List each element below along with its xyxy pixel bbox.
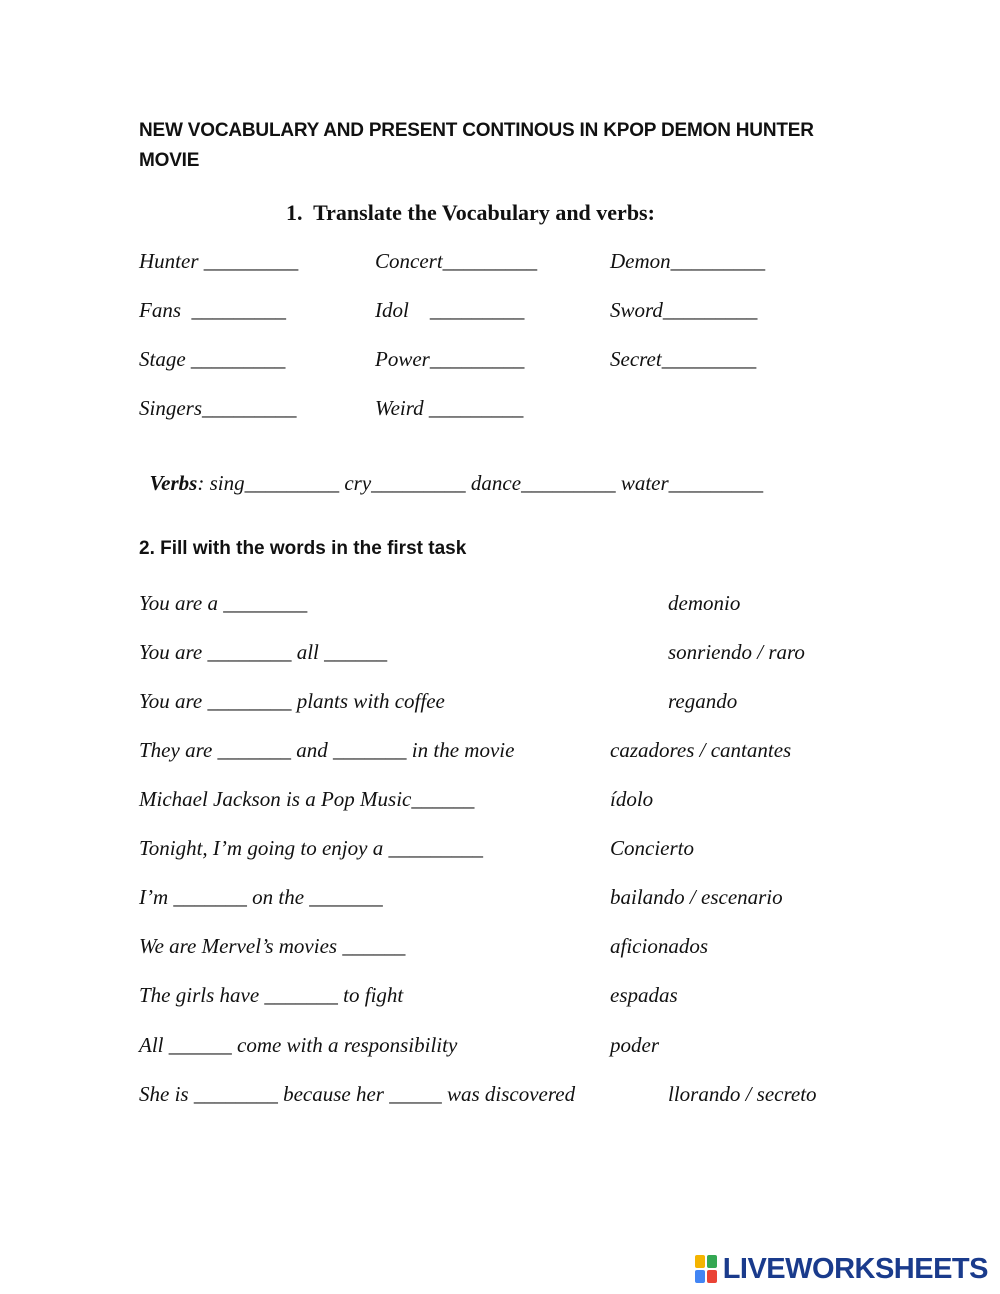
vocab-power: Power_________ <box>375 347 525 371</box>
vocab-weird: Weird _________ <box>375 396 524 420</box>
sentence: She is ________ because her _____ was discovered <box>139 1082 576 1106</box>
vocab-idol: Idol _________ <box>375 298 525 322</box>
hint: regando <box>668 689 738 713</box>
hint: cazadores / cantantes <box>610 738 792 762</box>
hint: ídolo <box>610 787 654 811</box>
sentence: Michael Jackson is a Pop Music______ <box>139 787 475 811</box>
verbs-label: Verbs <box>149 471 198 495</box>
verbs-line <box>139 446 763 496</box>
hint: poder <box>610 1033 659 1057</box>
worksheet-title: NEW VOCABULARY AND PRESENT CONTINOUS IN KPOP DEMON HUNTER MOVIE <box>139 120 814 171</box>
hint: espadas <box>610 983 678 1007</box>
sentence: You are ________ all ______ <box>139 640 388 664</box>
vocab-concert: Concert_________ <box>375 249 538 273</box>
liveworksheets-logo-icon <box>695 1255 717 1283</box>
vocab-hunter: Hunter _________ <box>139 249 299 273</box>
hint: aficionados <box>610 934 708 958</box>
section1-heading: 1. Translate the Vocabulary and verbs: <box>286 200 655 225</box>
sentence: You are ________ plants with coffee <box>139 689 445 713</box>
hint: bailando / escenario <box>610 885 783 909</box>
vocab-stage: Stage _________ <box>139 347 286 371</box>
liveworksheets-logo <box>695 1253 988 1285</box>
vocab-fans: Fans _________ <box>139 298 286 322</box>
hint: llorando / secreto <box>668 1082 817 1106</box>
sentence: They are _______ and _______ in the movie <box>139 738 515 762</box>
sentence: Tonight, I’m going to enjoy a _________ <box>139 836 483 860</box>
sentence: The girls have _______ to fight <box>139 983 404 1007</box>
sentence: We are Mervel’s movies ______ <box>139 934 406 958</box>
vocab-sword: Sword_________ <box>610 298 758 322</box>
sentence: You are a ________ <box>139 591 308 615</box>
verbs-list: : sing_________ cry_________ dance_________ water_________ <box>197 471 764 495</box>
sentence: I’m _______ on the _______ <box>139 885 383 909</box>
vocab-singers: Singers_________ <box>139 396 297 420</box>
hint: sonriendo / raro <box>668 640 805 664</box>
vocab-demon: Demon_________ <box>610 249 766 273</box>
hint: demonio <box>668 591 741 615</box>
section2-heading: 2. Fill with the words in the first task <box>139 538 467 559</box>
hint: Concierto <box>610 836 694 860</box>
logo-text: LIVEWORKSHEETS <box>722 1252 988 1285</box>
sentence: All ______ come with a responsibility <box>139 1033 458 1057</box>
vocab-secret: Secret_________ <box>610 347 757 371</box>
